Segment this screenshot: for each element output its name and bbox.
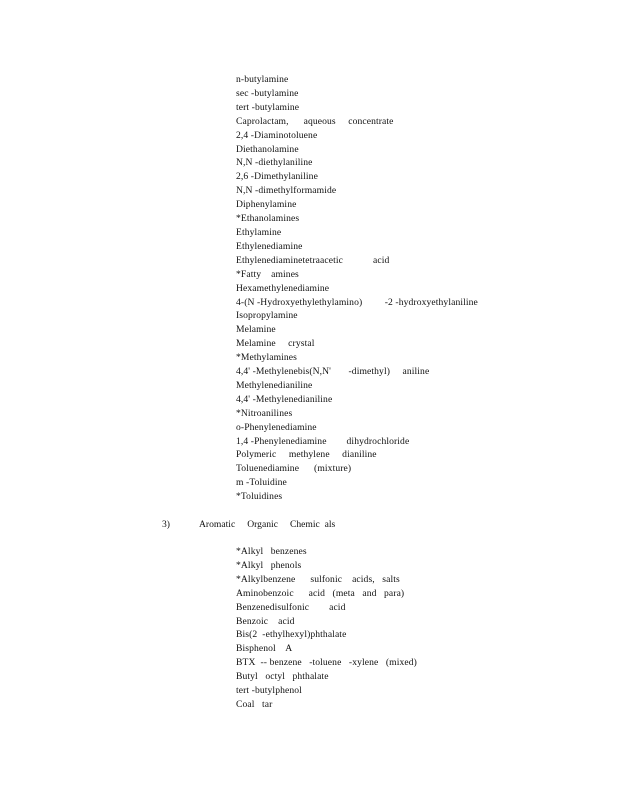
list-item: Isopropylamine bbox=[236, 310, 298, 322]
list-item: Methylenedianiline bbox=[236, 379, 313, 391]
list-item: Bisphenol A bbox=[236, 643, 293, 655]
list-item: Benzenedisulfonic acid bbox=[236, 601, 346, 613]
list-item: o-Phenylenediamine bbox=[236, 421, 317, 433]
list-item: *Nitroanilines bbox=[236, 407, 293, 419]
list-item: 2,4 -Diaminotoluene bbox=[236, 129, 318, 141]
list-item: Diethanolamine bbox=[236, 143, 299, 155]
list-item: Ethylenediaminetetraacetic acid bbox=[236, 254, 390, 266]
list-item: Bis(2 -ethylhexyl)phthalate bbox=[236, 629, 347, 641]
list-item: 4,4' -Methylenebis(N,N' -dimethyl) aniline bbox=[236, 366, 430, 378]
list-item: Benzoic acid bbox=[236, 615, 295, 627]
list-item: tert -butylphenol bbox=[236, 685, 302, 697]
list-item: Diphenylamine bbox=[236, 199, 297, 211]
list-item: 4,4' -Methylenedianiline bbox=[236, 393, 333, 405]
list-item: Caprolactam, aqueous concentrate bbox=[236, 115, 394, 127]
section-heading: Aromatic Organic Chemic als bbox=[199, 519, 336, 530]
list-item: Melamine bbox=[236, 324, 276, 336]
list-item: Toluenediamine (mixture) bbox=[236, 463, 352, 475]
list-item: 1,4 -Phenylenediamine dihydrochloride bbox=[236, 435, 410, 447]
list-item: Aminobenzoic acid (meta and para) bbox=[236, 587, 405, 599]
list-item: Ethylenediamine bbox=[236, 240, 303, 252]
list-item: *Methylamines bbox=[236, 352, 297, 364]
list-item: *Alkyl phenols bbox=[236, 559, 302, 571]
list-item: Polymeric methylene dianiline bbox=[236, 449, 377, 461]
list-item: 4-(N -Hydroxyethylethylamino) -2 -hydroxyethylaniline bbox=[236, 296, 478, 308]
list-item: *Toluidines bbox=[236, 491, 283, 503]
list-item: Ethylamine bbox=[236, 226, 282, 238]
list-item: Hexamethylenediamine bbox=[236, 282, 330, 294]
list-item: n-butylamine bbox=[236, 74, 289, 85]
list-item: *Ethanolamines bbox=[236, 213, 300, 225]
list-item: 2,6 -Dimethylaniline bbox=[236, 171, 318, 183]
list-item: BTX -- benzene -toluene -xylene (mixed) bbox=[236, 657, 417, 669]
list-item: tert -butylamine bbox=[236, 101, 300, 113]
list-item: *Alkyl benzenes bbox=[236, 546, 307, 557]
list-item: N,N -dimethylformamide bbox=[236, 185, 337, 197]
section-number: 3) bbox=[162, 519, 170, 530]
list-item: Butyl octyl phthalate bbox=[236, 671, 329, 683]
list-item: Melamine crystal bbox=[236, 338, 315, 350]
aromatic-chemical-list bbox=[236, 545, 417, 712]
amines-chemical-list bbox=[236, 73, 478, 504]
list-item: N,N -diethylaniline bbox=[236, 157, 313, 169]
list-item: m -Toluidine bbox=[236, 477, 287, 489]
list-item: *Fatty amines bbox=[236, 268, 299, 280]
list-item: sec -butylamine bbox=[236, 87, 299, 99]
list-item: Coal tar bbox=[236, 698, 273, 710]
list-item: *Alkylbenzene sulfonic acids, salts bbox=[236, 573, 400, 585]
